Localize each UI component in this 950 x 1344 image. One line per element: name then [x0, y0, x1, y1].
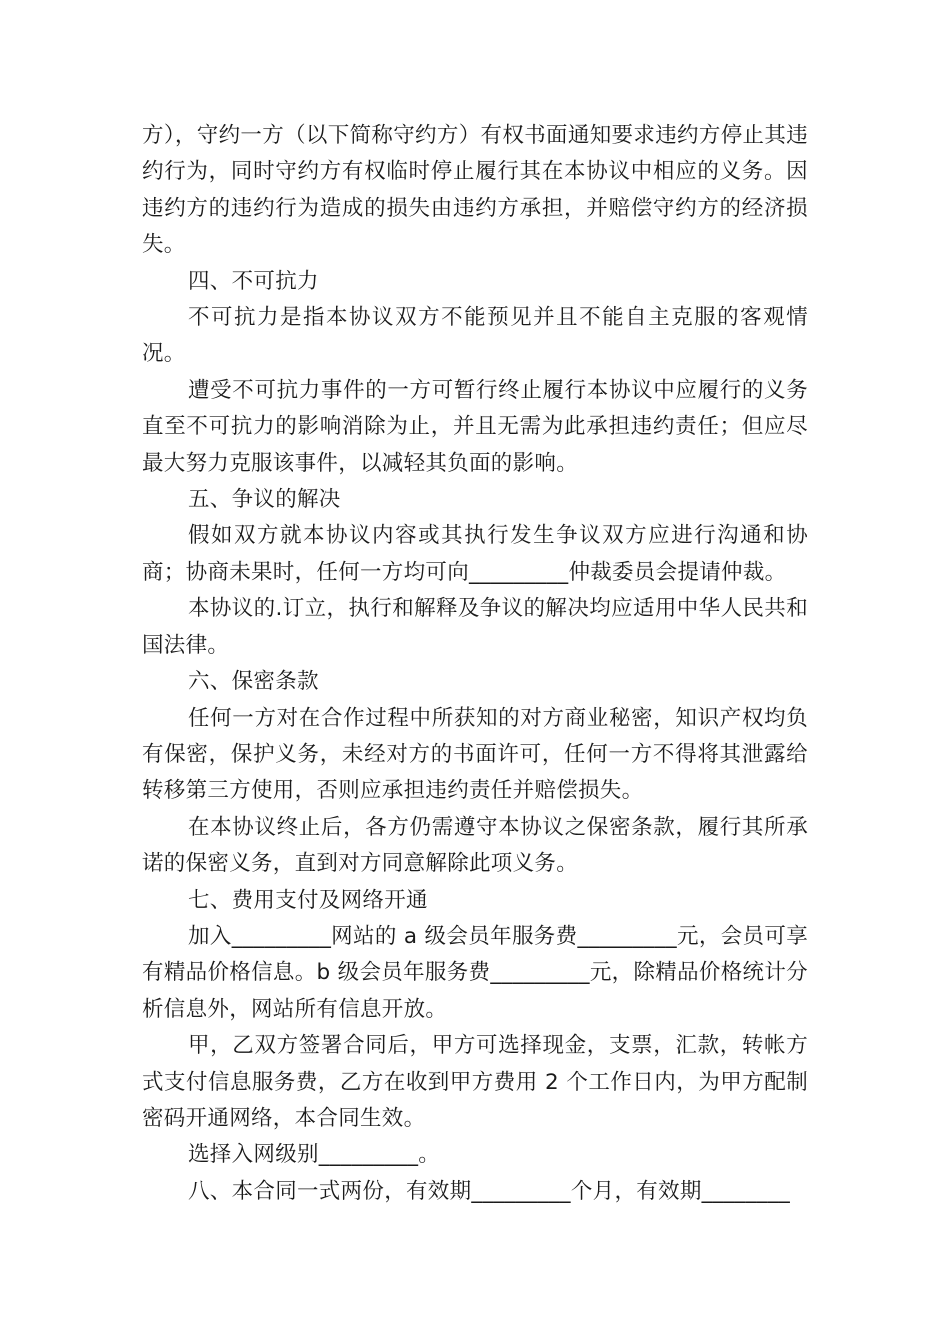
section-heading-force-majeure: 四、不可抗力 [188, 268, 319, 294]
paragraph-membership-fees: 加入_________网站的 a 级会员年服务费_________元，会员可享有精品价格信息。b 级会员年服务费_________元，除精品价格统计分析信息外，网站所有信息开放。 [142, 923, 808, 1022]
section-heading-confidentiality: 六、保密条款 [188, 669, 319, 695]
paragraph-confidentiality-obligation: 任何一方对在合作过程中所获知的对方商业秘密，知识产权均负有保密，保护义务，未经对方的书面许可，任何一方不得将其泄露给转移第三方使用，否则应承担违约责任并赔偿损失。 [142, 705, 808, 804]
paragraph-governing-law: 本协议的.订立，执行和解释及争议的解决均应适用中华人民共和国法律。 [142, 596, 808, 658]
paragraph-breach-continuation: 方），守约一方（以下简称守约方）有权书面通知要求违约方停止其违约行为，同时守约方有权临时停止履行其在本协议中相应的义务。因违约方的违约行为造成的损失由违约方承担，并赔偿守约方的经济损失。 [142, 123, 808, 258]
paragraph-dispute-arbitration: 假如双方就本协议内容或其执行发生争议双方应进行沟通和协商；协商未果时，任何一方均可向_________仲裁委员会提请仲裁。 [142, 523, 808, 585]
section-heading-fees-network: 七、费用支付及网络开通 [188, 887, 428, 913]
paragraph-payment-methods: 甲，乙双方签署合同后，甲方可选择现金，支票，汇款，转帐方式支付信息服务费，乙方在收到甲方费用 2 个工作日内，为甲方配制密码开通网络，本合同生效。 [142, 1033, 808, 1131]
paragraph-confidentiality-survival: 在本协议终止后，各方仍需遵守本协议之保密条款，履行其所承诺的保密义务，直到对方同意解除此项义务。 [142, 814, 808, 877]
section-heading-contract-copies: 八、本合同一式两份，有效期_________个月，有效期________ [188, 1178, 791, 1204]
paragraph-network-level: 选择入网级别_________。 [188, 1142, 441, 1168]
paragraph-force-majeure-effect: 遭受不可抗力事件的一方可暂行终止履行本协议中应履行的义务直至不可抗力的影响消除为止，并且无需为此承担违约责任；但应尽最大努力克服该事件，以减轻其负面的影响。 [142, 377, 808, 476]
document-page [142, 118, 808, 1210]
section-heading-dispute-resolution: 五、争议的解决 [188, 487, 341, 513]
paragraph-force-majeure-definition: 不可抗力是指本协议双方不能预见并且不能自主克服的客观情况。 [142, 305, 808, 367]
